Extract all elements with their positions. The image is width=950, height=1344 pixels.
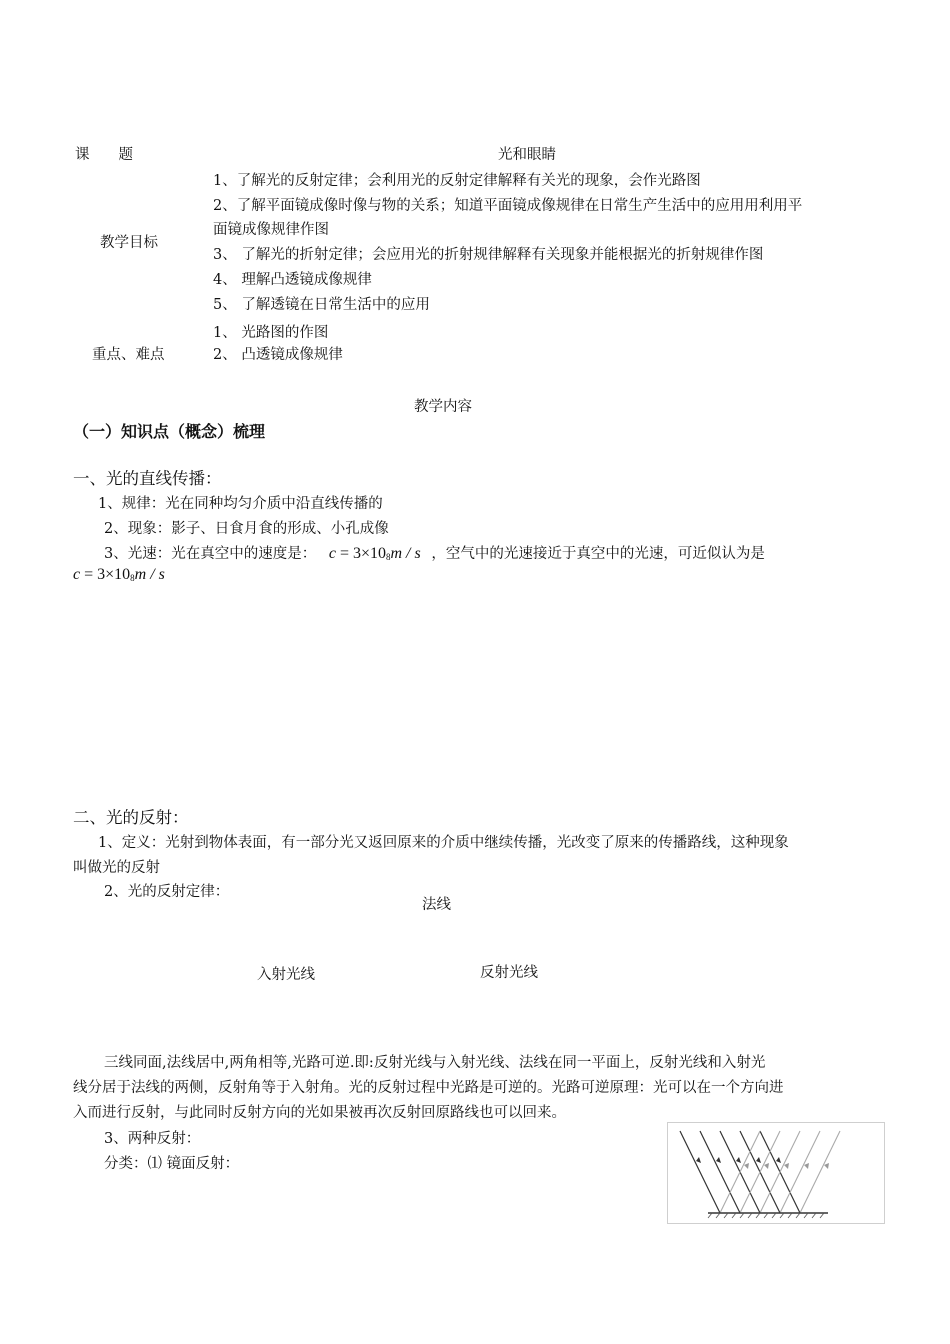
arrow-icon	[824, 1163, 829, 1169]
goal-line: 5、 了解透镜在日常生活中的应用	[213, 297, 430, 313]
goal-line: 1、了解光的反射定律；会利用光的反射定律解释有关光的现象，会作光路图	[213, 173, 701, 189]
key-point: 2、 凸透镜成像规律	[213, 347, 343, 363]
formula-exp: 8	[386, 552, 391, 562]
s2-para-line-3: 入而进行反射，与此同时反射方向的光如果被再次反射回原路线也可以回来。	[73, 1105, 566, 1121]
content-title: 教学内容	[414, 399, 472, 415]
incident-arrows	[696, 1157, 781, 1163]
arrow-icon	[736, 1157, 741, 1163]
section-heading: （一）知识点（概念）梳理	[73, 422, 266, 441]
section-2-title: 二、光的反射：	[73, 808, 189, 827]
topic-label: 课 题	[75, 147, 133, 163]
formula-eq: = 3×10	[80, 566, 131, 583]
incident-ray-label: 入射光线	[257, 967, 315, 983]
reflected-ray	[800, 1131, 840, 1213]
classification: 分类：⑴ 镜面反射：	[104, 1156, 240, 1172]
specular-reflection-figure	[667, 1122, 885, 1224]
speed-formula	[329, 545, 421, 562]
arrow-icon	[744, 1163, 749, 1169]
section-1-title: 一、光的直线传播：	[73, 469, 222, 488]
s1-item-3-middle: ，空气中的光速接近于真空中的光速，可近似认为是	[431, 546, 765, 562]
arrow-icon	[776, 1157, 781, 1163]
s2-para-line-1: 三线同面,法线居中,两角相等,光路可逆.即:反射光线与入射光线、法线在同一平面上，反射光线和入射光	[104, 1055, 766, 1071]
specular-reflection-svg	[668, 1123, 884, 1223]
s2-law-title: 2、光的反射定律：	[104, 884, 230, 900]
two-types-title: 3、两种反射：	[104, 1131, 201, 1147]
s1-item-3	[104, 542, 765, 563]
s2-para-line-2: 线分居于法线的两侧，反射角等于入射角。光的反射过程中光路是可逆的。光路可逆原理：光可以在一个方向进	[73, 1080, 784, 1096]
normal-label: 法线	[422, 897, 451, 913]
incident-ray	[700, 1131, 740, 1213]
speed-formula-2	[73, 566, 165, 584]
s2-def-line-1: 1、定义：光射到物体表面，有一部分光又返回原来的介质中继续传播，光改变了原来的传播路线，这种现象	[98, 835, 789, 851]
formula-c: c	[328, 545, 336, 562]
arrow-icon	[784, 1163, 789, 1169]
key-label: 重点、难点	[92, 347, 165, 363]
reflected-ray	[780, 1131, 820, 1213]
incident-ray	[680, 1131, 720, 1213]
arrow-icon	[756, 1157, 761, 1163]
formula-unit: m / s	[390, 545, 421, 562]
goal-line: 2、了解平面镜成像时像与物的关系；知道平面镜成像规律在日常生产生活中的应用用利用平	[213, 198, 803, 214]
s2-def-line-2: 叫做光的反射	[73, 860, 160, 876]
goals-label: 教学目标	[100, 235, 158, 251]
formula-eq: = 3×10	[335, 545, 386, 562]
s1-item-2: 2、现象：影子、日食月食的形成、小孔成像	[104, 521, 389, 537]
s1-item-1: 1、规律：光在同种均匀介质中沿直线传播的	[98, 496, 383, 512]
arrow-icon	[716, 1157, 721, 1163]
key-point: 1、 光路图的作图	[213, 325, 329, 341]
reflected-rays	[720, 1131, 840, 1213]
arrow-icon	[804, 1163, 809, 1169]
arrow-icon	[696, 1157, 701, 1163]
arrow-icon	[764, 1163, 769, 1169]
s1-item-3-prefix: 3、光速：光在真空中的速度是：	[104, 546, 317, 562]
topic-value: 光和眼睛	[498, 147, 556, 163]
goal-line: 面镜成像规律作图	[213, 222, 329, 238]
goal-line: 4、 理解凸透镜成像规律	[213, 272, 372, 288]
goal-line: 3、 了解光的折射定律；会应用光的折射规律解释有关现象并能根据光的折射规律作图	[213, 247, 764, 263]
formula-unit: m / s	[134, 566, 165, 583]
mirror-hatching	[708, 1213, 824, 1218]
formula-exp: 8	[130, 573, 135, 583]
formula-c: c	[73, 566, 81, 583]
reflected-ray-label: 反射光线	[480, 965, 538, 981]
